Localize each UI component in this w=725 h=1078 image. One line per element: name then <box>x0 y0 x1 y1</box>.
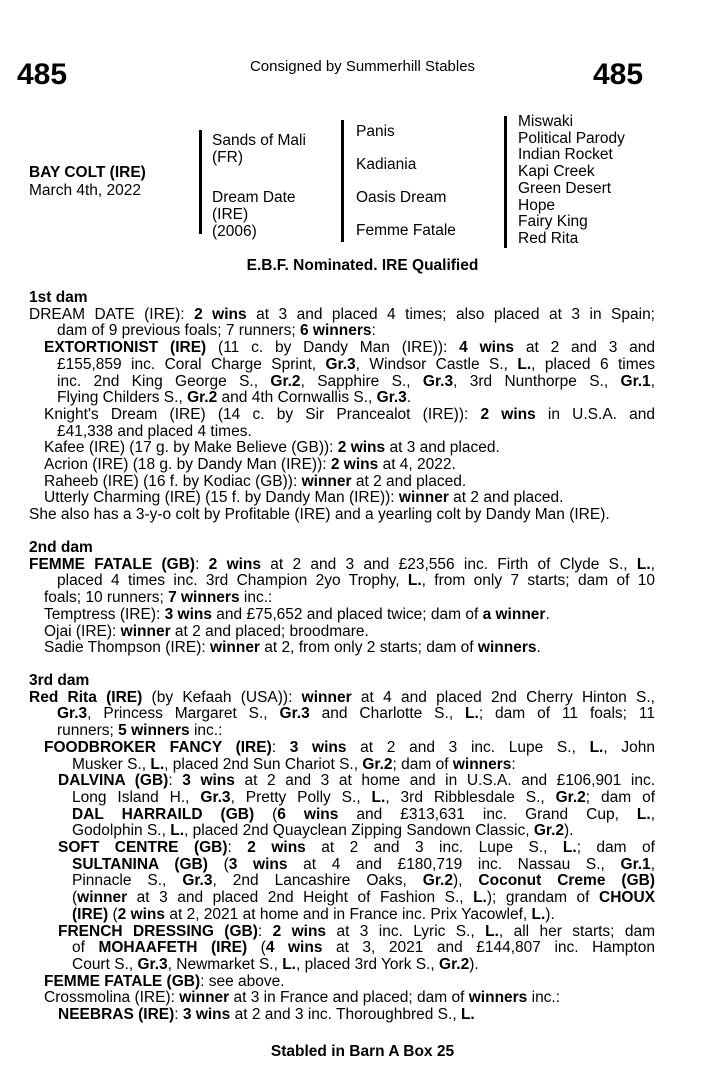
second-dam-title: 2nd dam <box>29 539 93 556</box>
third-dam-section: 3rd dam Red Rita (IRE) (by Kefaah (USA)): winner at 4 and placed 2nd Cherry Hinton S., Gr.3, Princess Margaret S., Gr.3 and Charlotte S., L.; dam of 11 foals; 11 runners; 5 winners inc.: FOODBROKER FANCY (IRE): 3 wins at 2 and 3 inc. Lupe S., L., John Musker S., L., placed 2nd Sun Chariot S., Gr.2; dam of winners: DALVINA (GB): 3 wins at 2 and 3 at home and in U.S.A. and £106,901 inc. Long Island H., Gr.3, Pretty Polly S., L., 3rd Ribblesdale S., Gr.2; dam of DAL HARRAILD (GB) (6 wins and £313,631 inc. Grand Cup, L., Godolphin S., L., placed 2nd Quayclean Zipping Sandown Classic, Gr.2). SOFT CENTRE (GB): 2 wins at 2 and 3 inc. Lupe S., L.; dam of SULTANINA (GB) (3 wins at 4 and £180,719 inc. Nassau S., Gr.1, Pinnacle S., Gr.3, 2nd Lancashire Oaks, Gr.2), Coconut Creme (GB) (winner at 3 and placed 2nd Height of Fashion S., L.); grandam of CHOUX (IRE) (2 wins at 2, 2021 at home and in France inc. Prix Yacowlef, L.). FRENCH DRESSING (GB): 2 wins at 3 inc. Lyric S., L., all her starts; dam of MOHAAFETH (IRE) (4 wins at 3, 2021 and £144,807 inc. Hampton Court S., Gr.3, Newmarket S., L., placed 3rd York S., Gr.2). FEMME FATALE (GB): see above. Crossmolina (IRE): winner at 3 in France and placed; dam of winners inc.: NEEBRAS (IRE): 3 wins at 2 and 3 inc. Thoroughbred S., L. <box>29 672 656 1024</box>
horse-title: BAY COLT (IRE) <box>29 164 146 181</box>
pedigree-g3: Miswaki Political Parody Indian Rocket Kapi Creek Green Desert Hope Fairy King Red Rita <box>518 113 625 247</box>
pedigree-g2-3: Oasis Dream <box>356 189 447 206</box>
first-dam-section: 1st dam DREAM DATE (IRE): 2 wins at 3 and placed 4 times; also placed at 3 in Spain; dam of 9 previous foals; 7 runners; 6 winners: EXTORTIONIST (IRE) (11 c. by Dandy Man (IRE)): 4 wins at 2 and 3 and £155,859 inc. Coral Charge Sprint, Gr.3, Windsor Castle S., L., placed 6 times inc. 2nd King George S., Gr.2, Sapphire S., Gr.3, 3rd Nunthorpe S., Gr.1, Flying Childers S., Gr.2 and 4th Cornwallis S., Gr.3. Knight's Dream (IRE) (14 c. by Sir Prancealot (IRE)): 2 wins in U.S.A. and £41,338 and placed 4 times. Kafee (IRE) (17 g. by Make Believe (GB)): 2 wins at 3 and placed. Acrion (IRE) (18 g. by Dandy Man (IRE)): 2 wins at 4, 2022. Raheeb (IRE) (16 f. by Kodiac (GB)): winner at 2 and placed. Utterly Charming (IRE) (15 f. by Dandy Man (IRE)): winner at 2 and placed. She also has a 3-y-o colt by Profitable (IRE) and a yearling colt by Dandy Man (IRE). <box>29 289 656 524</box>
pedigree-g2-2: Kadiania <box>356 156 417 173</box>
third-dam-title: 3rd dam <box>29 672 90 689</box>
consignor: Consigned by Summerhill Stables <box>249 58 476 75</box>
first-dam-title: 1st dam <box>29 289 88 306</box>
ebf-nominated: E.B.F. Nominated. IRE Qualified <box>246 257 479 274</box>
pedigree-divider-3 <box>504 116 507 248</box>
pedigree-sire: Sands of Mali (FR) <box>212 132 306 166</box>
foaled-date: March 4th, 2022 <box>29 182 142 199</box>
pedigree-dam: Dream Date (IRE) (2006) <box>212 189 296 240</box>
pedigree-divider-2 <box>341 120 344 242</box>
stabling-info: Stabled in Barn A Box 25 <box>270 1043 455 1060</box>
pedigree-g2-4: Femme Fatale <box>356 222 456 239</box>
pedigree-g2-1: Panis <box>356 123 395 140</box>
pedigree-divider-1 <box>199 130 202 234</box>
second-dam-section: 2nd dam FEMME FATALE (GB): 2 wins at 2 and 3 and £23,556 inc. Firth of Clyde S., L., placed 4 times inc. 3rd Champion 2yo Trophy, L., from only 7 starts; dam of 10 foals; 10 runners; 7 winners inc.: Temptress (IRE): 3 wins and £75,652 and placed twice; dam of a winner. Ojai (IRE): winner at 2 and placed; broodmare. Sadie Thompson (IRE): winner at 2, from only 2 starts; dam of winners. <box>29 539 655 657</box>
lot-number-left: 485 <box>17 58 68 91</box>
lot-number-right: 485 <box>593 58 644 91</box>
horse-block <box>29 164 146 200</box>
